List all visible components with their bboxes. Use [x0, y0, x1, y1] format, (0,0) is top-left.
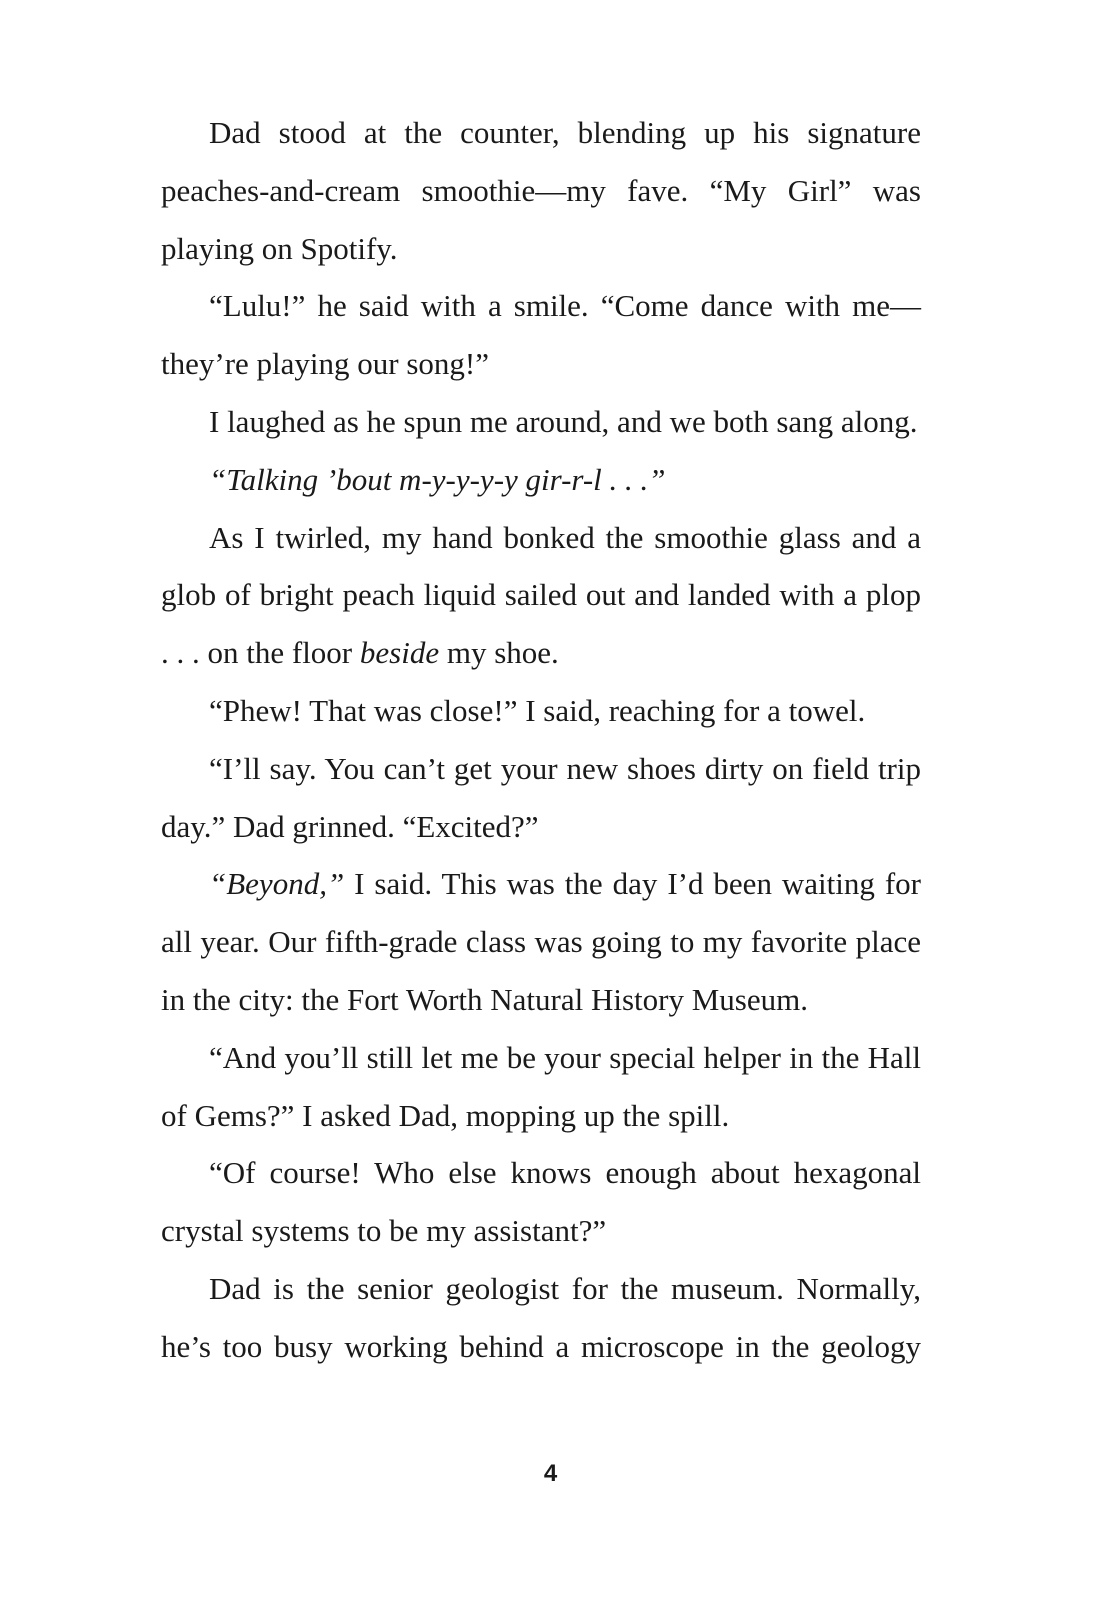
paragraph-10: “Of course! Who else knows enough about hexagonal crystal systems to be my assistant?”	[161, 1155, 921, 1249]
paragraph-9: “And you’ll still let me be your special helper in the Hall of Gems?” I asked Dad, mopping up the spill.	[161, 1039, 921, 1133]
paragraph-4-song-lyric: “Talking ’bout m-y-y-y-y gir-r-l . . .”	[209, 461, 666, 497]
body-text	[161, 104, 921, 1376]
paragraph-3: I laughed as he spun me around, and we both sang along.	[209, 403, 918, 439]
paragraph-8: “Beyond,” I said. This was the day I’d been waiting for all year. Our fifth-grade class was going to my favorite place in the city: the Fort Worth Natural History Museum.	[161, 866, 921, 1017]
paragraph-2: “Lulu!” he said with a smile. “Come dance with me—they’re playing our song!”	[161, 288, 921, 382]
paragraph-7: “I’ll say. You can’t get your new shoes dirty on field trip day.” Dad grinned. “Excited?”	[161, 750, 921, 844]
page-number: 4	[543, 1460, 558, 1487]
paragraph-11: Dad is the senior geologist for the museum. Normally, he’s too busy working behind a microscope in the geology	[161, 1270, 921, 1364]
paragraph-6: “Phew! That was close!” I said, reaching for a towel.	[209, 692, 866, 728]
paragraph-5: As I twirled, my hand bonked the smoothie glass and a glob of bright peach liquid sailed out and landed with a plop . . . on the floor beside my shoe.	[161, 519, 921, 671]
paragraph-1: Dad stood at the counter, blending up his signature peaches-and-cream smoothie—my fave. “My Girl” was playing on Spotify.	[161, 115, 921, 266]
